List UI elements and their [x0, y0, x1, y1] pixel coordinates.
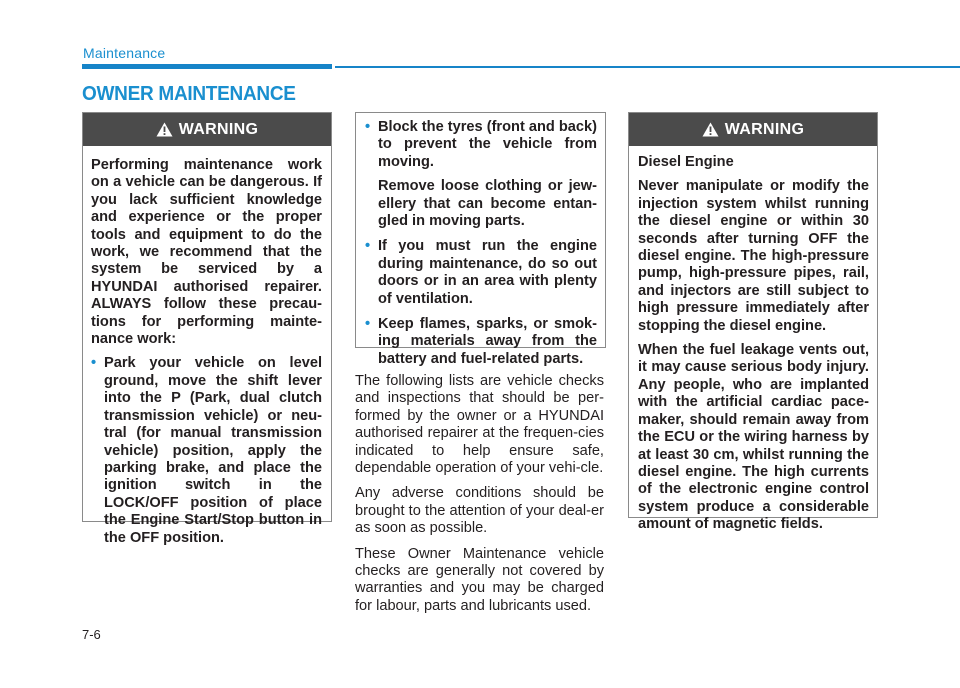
bullet-dot-icon: •: [91, 355, 97, 372]
bullet-dot-icon: •: [365, 119, 371, 135]
right-warning-para-2: When the fuel leakage vents out, it may cause serious body injury. Any people, who are implanted with the artificial cardiac pace-maker, should remain away from the ECU or the wiring harness by at least 30 cm, whilst running the diesel engine. The high currents of the electronic engine control system produce a considerable amount of magnetic fields.: [638, 342, 869, 533]
bullet-dot-icon: •: [365, 238, 371, 255]
right-warning-header: [629, 113, 877, 146]
right-warning-para-1: Never manipulate or modify the injection system whilst running the diesel engine or within 30 seconds after turning OFF the diesel engine. The high-pressure pump, high-pressure pipes, rail, and injectors are still subject to high pressure immediately after stopping the diesel engine.: [638, 178, 869, 334]
left-warning-bullet: [91, 355, 322, 546]
middle-bullet-2-text: If you must run the engine during maintenance, do so out doors or in an area with plenty of ventilation.: [378, 238, 597, 307]
body-para-2: Any adverse conditions should be brought to the attention of your deal-er as soon as possible.: [355, 485, 604, 537]
bullet-dot-icon: •: [365, 316, 371, 333]
body-text: [355, 373, 604, 623]
left-warning-heading: WARNING: [178, 120, 259, 138]
middle-bullet-3: [365, 316, 597, 368]
body-para-1: The following lists are vehicle checks and inspections that should be per-formed by the owner or a HYUNDAI authorised repairer at the frequen-cies indicated to help ensure safe, dependable operation of your vehi-cle.: [355, 373, 604, 477]
middle-bullet-1: [365, 119, 597, 230]
left-warning-body: [83, 146, 331, 547]
left-warning-intro: Performing maintenance work on a vehicle can be dangerous. If you lack sufficient knowledge and experience or the proper tools and equipment to do the work, we recommend that the system be serviced by a HYUNDAI authorised repairer. ALWAYS follow these precau-tions for performing mainte-nance work:: [91, 157, 322, 348]
left-warning-box: [82, 112, 332, 546]
right-warning-heading: WARNING: [724, 120, 805, 138]
left-warning-bullet-text: Park your vehicle on level ground, move the shift lever into the P (Park, dual clutch transmission vehicle) or neu-tral (for manual transmission vehicle) position, apply the parking brake, and place the ignition switch in the LOCK/OFF position of place the Engine Start/Stop button in the OFF position.: [104, 355, 322, 546]
body-para-3: These Owner Maintenance vehicle checks are generally not covered by warranties and you may be charged for labour, parts and lubricants used.: [355, 545, 604, 614]
page-title: OWNER MAINTENANCE: [82, 83, 296, 105]
right-warning-subheading: Diesel Engine: [638, 154, 734, 170]
right-warning-box: [628, 112, 878, 533]
middle-caution-box: [355, 112, 606, 367]
warning-triangle-icon: [156, 122, 173, 137]
middle-bullet-2: [365, 238, 597, 308]
middle-box-body: [356, 113, 605, 368]
middle-bullet-3-text: Keep flames, sparks, or smok-ing materials away from the battery and fuel-related parts.: [378, 316, 597, 367]
right-warning-body: [629, 146, 877, 534]
left-warning-header: [83, 113, 331, 146]
warning-triangle-icon: [702, 122, 719, 137]
section-label: Maintenance: [83, 45, 166, 61]
header-rule-thin: [335, 66, 960, 68]
header-rule-thick: [82, 64, 332, 69]
middle-bullet-1-sub: Remove loose clothing or jew-ellery that can become entan-gled in moving parts.: [378, 178, 597, 230]
middle-bullet-1-text: Block the tyres (front and back) to prevent the vehicle from moving.: [378, 119, 597, 170]
page-number: 7-6: [82, 627, 101, 642]
